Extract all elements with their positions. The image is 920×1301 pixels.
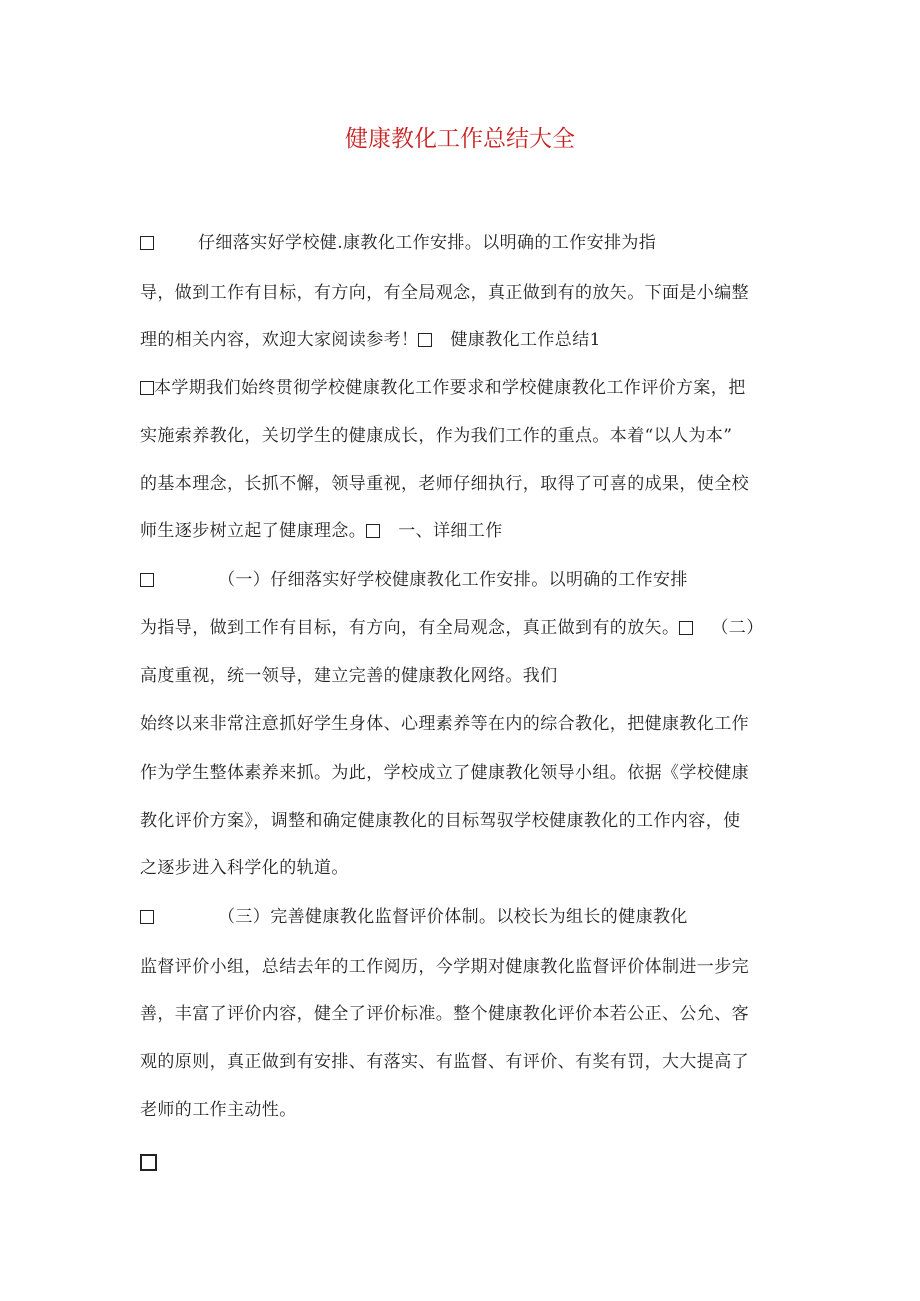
paragraph-line	[140, 376, 790, 400]
section-heading: 一、详细工作	[398, 521, 503, 541]
missing-glyph-box-icon	[140, 236, 154, 250]
paragraph-line	[140, 1152, 790, 1176]
text-span: （一）仔细落实好学校健康教化工作安排。以明确的工作安排	[218, 570, 688, 590]
text-span: 理的相关内容，欢迎大家阅读参考！	[140, 330, 419, 350]
paragraph-line: 作为学生整体素养来抓。为此，学校成立了健康教化领导小组。依据《学校健康	[140, 763, 749, 783]
paragraph-line: 之逐步进入科学化的轨道。	[140, 858, 349, 878]
paragraph-line	[140, 519, 790, 543]
section-heading: 健康教化工作总结1	[450, 330, 601, 350]
paragraph-line: 实施索养教化，关切学生的健康成长，作为我们工作的重点。本着“以人为本”	[140, 426, 733, 446]
text-span: （二）	[711, 618, 764, 638]
missing-glyph-box-icon	[418, 333, 432, 347]
paragraph-line	[140, 328, 790, 352]
text-span: （三）完善健康教化监督评价体制。以校长为组长的健康教化	[218, 907, 688, 927]
paragraph-line: 的基本理念，长抓不懈，领导重视，老师仔细执行，取得了可喜的成果，使全校	[140, 474, 749, 494]
missing-glyph-box-icon	[140, 381, 154, 395]
paragraph-line: 观的原则，真正做到有安排、有落实、有监督、有评价、有奖有罚，大大提高了	[140, 1052, 749, 1072]
paragraph-line: 高度重视，统一领导，建立完善的健康教化网络。我们	[140, 666, 558, 686]
missing-glyph-box-icon	[679, 621, 693, 635]
text-span: 本学期我们始终贯彻学校健康教化工作要求和学校健康教化工作评价方案，把	[154, 378, 746, 398]
paragraph-line: 善，丰富了评价内容，健全了评价标准。整个健康教化评价本若公正、公允、客	[140, 1004, 749, 1024]
missing-glyph-box-icon	[140, 1154, 157, 1171]
paragraph-line: 教化评价方案》，调整和确定健康教化的目标驾驭学校健康教化的工作内容，使	[140, 811, 741, 831]
missing-glyph-box-icon	[140, 910, 154, 924]
missing-glyph-box-icon	[366, 524, 380, 538]
paragraph-line	[140, 231, 790, 255]
text-span: 为指导，做到工作有目标，有方向，有全局观念，真正做到有的放矢。	[140, 618, 680, 638]
missing-glyph-box-icon	[140, 573, 154, 587]
paragraph-line	[140, 568, 790, 592]
paragraph-line: 监督评价小组，总结去年的工作阅历，今学期对健康教化监督评价体制进一步完	[140, 957, 749, 977]
paragraph-line: 始终以来非常注意抓好学生身体、心理素养等在内的综合教化，把健康教化工作	[140, 714, 749, 734]
text-span: 师生逐步树立起了健康理念。	[140, 521, 367, 541]
paragraph-line	[140, 905, 790, 929]
text-span: 仔细落实好学校健.康教化工作安排。以明确的工作安排为指	[198, 233, 657, 253]
paragraph-line: 老师的工作主动性。	[140, 1100, 297, 1120]
paragraph-line: 导，做到工作有目标，有方向，有全局观念，真正做到有的放矢。下面是小编整	[140, 283, 749, 303]
document-title: 健康教化工作总结大全	[345, 126, 575, 152]
paragraph-line	[140, 616, 790, 640]
